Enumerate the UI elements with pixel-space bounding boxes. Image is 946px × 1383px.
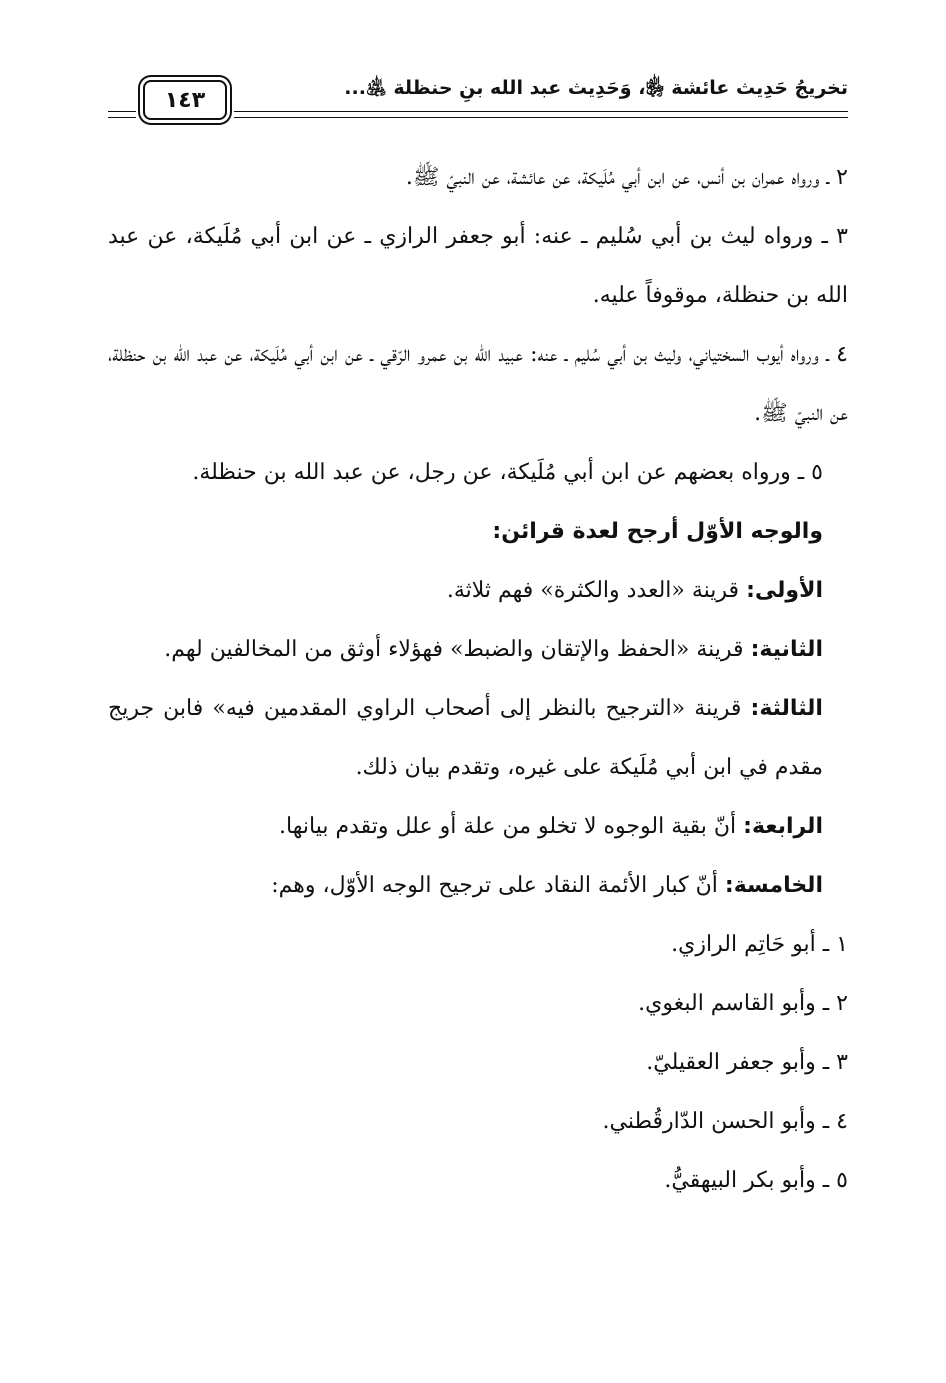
qarina-label: الرابعة:: [743, 814, 823, 839]
section-heading: والوجه الأوّل أرجح لعدة قرائن:: [492, 519, 823, 544]
qarina-text: قرينة «العدد والكثرة» فهم ثلاثة.: [446, 578, 740, 603]
page-number: ١٤٣: [143, 80, 227, 120]
narration-2: ٢ ـ ورواه عمران بن أنس، عن ابن أبي مُلَيكة، عن عائشة، عن النبيّ ﷺ.: [405, 165, 848, 190]
page-body: [108, 148, 848, 1210]
narration-5: ٥ ـ ورواه بعضهم عن ابن أبي مُلَيكة، عن رجل، عن عبد الله بن حنظلة.: [192, 460, 823, 485]
qarina-label: الأولى:: [746, 578, 823, 603]
imam-list-item: ٤ ـ وأبو الحسن الدّارقُطني.: [602, 1109, 848, 1134]
qarina-label: الثالثة:: [750, 696, 823, 721]
narration-3: ٣ ـ ورواه ليث بن أبي سُليم ـ عنه: أبو جعفر الرازي ـ عن ابن أبي مُلَيكة، عن عبد الله بن حنظلة، موقوفاً عليه.: [108, 224, 848, 308]
qarina-label: الثانية:: [750, 637, 823, 662]
header-rule: [234, 117, 848, 118]
header-rule: [108, 111, 136, 112]
imam-list-item: ١ ـ أبو حَاتِم الرازي.: [671, 932, 848, 957]
qarina-3: [108, 679, 848, 797]
qarina-1: [108, 561, 848, 620]
narration-4: ٤ ـ ورواه أيوب السختياني، وليث بن أبي سُليم ـ عنه: عبيد الله بن عمرو الرّقي ـ عن ابن أبي مُلَيكة، عن عبد الله بن حنظلة، عن النبيّ ﷺ.: [108, 342, 848, 426]
qarina-2: [108, 620, 848, 679]
imam-list-item: ٥ ـ وأبو بكر البيهقيُّ.: [664, 1168, 848, 1193]
running-title: تخريجُ حَدِيث عائشة ﵂، وَحَدِيث عبد الله بنِ حنظلة ﵁...: [344, 77, 848, 99]
qarina-5: [108, 856, 848, 915]
imam-list-item: ٣ ـ وأبو جعفر العقيليّ.: [646, 1050, 848, 1075]
running-header: [108, 70, 848, 130]
qarina-text: قرينة «الترجيح بالنظر إلى أصحاب الراوي المقدمين فيه» فابن جريج مقدم في ابن أبي مُلَيكة على غيره، وتقدم بيان ذلك.: [108, 696, 823, 780]
qarina-text: قرينة «الحفظ والإتقان والضبط» فهؤلاء أوثق من المخالفين لهم.: [164, 637, 744, 662]
header-rule: [108, 117, 136, 118]
header-rule: [234, 111, 848, 112]
qarina-text: أنّ كبار الأئمة النقاد على ترجيح الوجه الأوّل، وهم:: [271, 873, 718, 898]
qarina-4: [108, 797, 848, 856]
qarina-text: أنّ بقية الوجوه لا تخلو من علة أو علل وتقدم بيانها.: [279, 814, 737, 839]
imam-list-item: ٢ ـ وأبو القاسم البغوي.: [638, 991, 848, 1016]
qarina-label: الخامسة:: [724, 873, 823, 898]
